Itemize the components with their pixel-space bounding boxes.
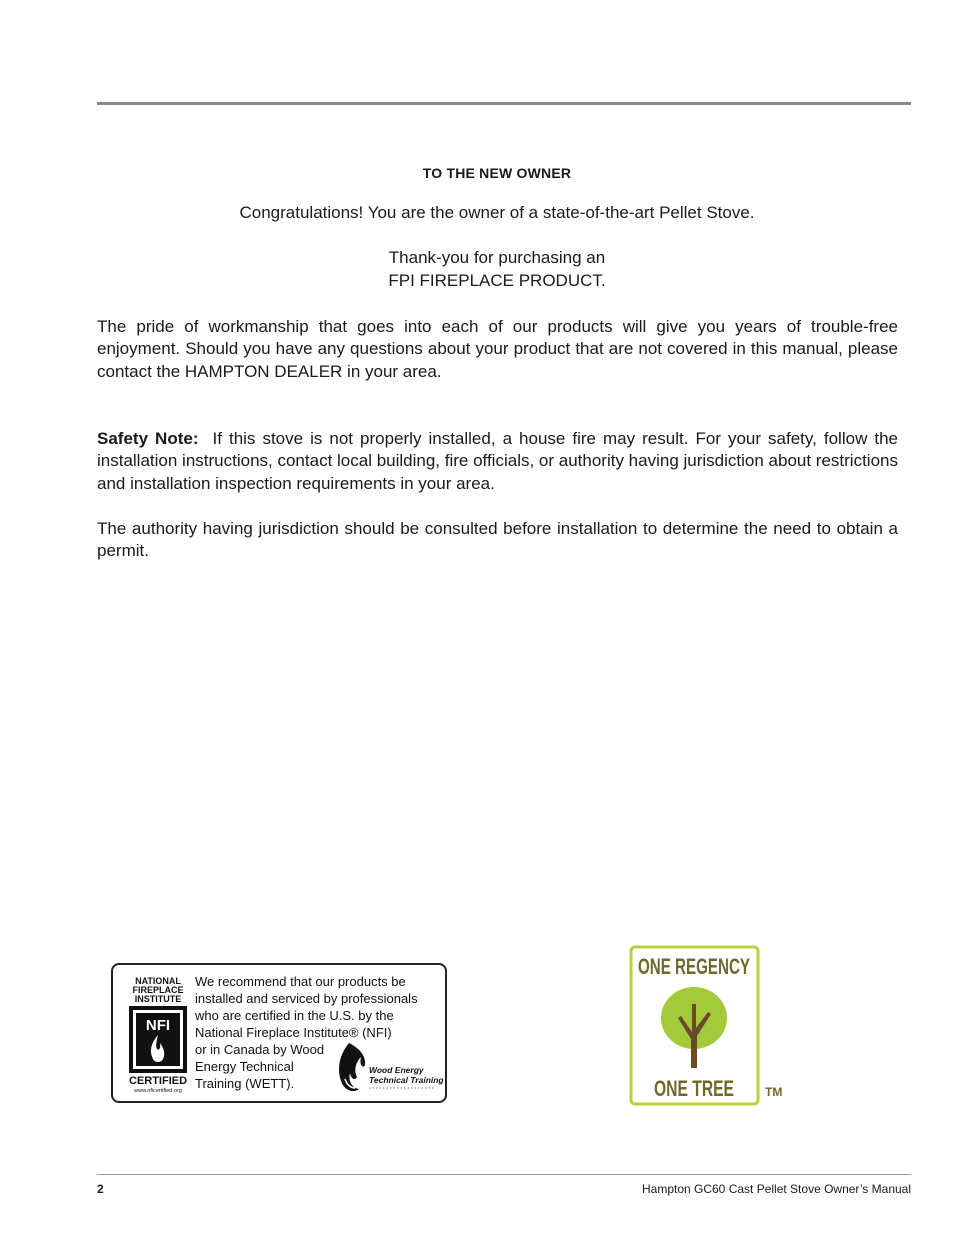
- safety-note-text: If this stove is not properly installed, a house fire may result. For your safety, follow the installation instructions, contact local building, fire officials, or authority having jurisdiction about restrictions and installation inspection requirements in your area.: [97, 429, 898, 493]
- nfi-text-line: or in Canada by Wood: [195, 1042, 325, 1057]
- nfi-text-line: National Fireplace Institute® (NFI): [195, 1025, 392, 1040]
- wett-logo: [335, 1039, 444, 1097]
- footer-rule: [97, 1174, 911, 1175]
- svg-text:NFI: NFI: [145, 1017, 171, 1034]
- nfi-text-line: installed and serviced by professionals: [195, 991, 418, 1006]
- safety-note-paragraph: [97, 428, 898, 495]
- nfi-text-line: Energy Technical: [195, 1059, 294, 1074]
- manual-title: Hampton GC60 Cast Pellet Stove Owner’s Manual: [641, 1182, 911, 1196]
- svg-text:ONE REGENCY: ONE REGENCY: [638, 954, 751, 979]
- svg-text:ONE TREE: ONE TREE: [654, 1076, 734, 1101]
- thanks-line-1: Thank-you for purchasing an: [388, 248, 606, 267]
- nfi-certified-logo: [125, 975, 191, 1095]
- pride-paragraph: The pride of workmanship that goes into each of our products will give you years of trouble-free enjoyment. Should you have any questions about your product that are not covered in this manual, please contact the HAMPTON DEALER in your area.: [97, 317, 898, 381]
- svg-text:INSTITUTE: INSTITUTE: [134, 994, 182, 1004]
- svg-text:Technical Training: Technical Training: [369, 1075, 444, 1085]
- svg-text:NATIONAL: NATIONAL: [135, 976, 181, 986]
- nfi-text-line: We recommend that our products be: [195, 974, 406, 989]
- page-heading: TO THE NEW OWNER: [422, 165, 572, 181]
- safety-note-label: Safety Note:: [97, 429, 199, 448]
- svg-text:Wood Energy: Wood Energy: [369, 1065, 424, 1075]
- svg-text:CERTIFIED: CERTIFIED: [128, 1075, 188, 1087]
- congratulations-line: Congratulations! You are the owner of a state-of-the-art Pellet Stove.: [239, 203, 755, 222]
- nfi-recommendation-box: [111, 963, 447, 1103]
- nfi-text-line: Training (WETT).: [195, 1076, 295, 1091]
- page-number: 2: [97, 1182, 104, 1196]
- svg-text:www.nficertified.org: www.nficertified.org: [134, 1088, 182, 1094]
- svg-text:TM: TM: [765, 1085, 783, 1099]
- one-regency-one-tree-logo: [628, 944, 784, 1108]
- thanks-line-2: FPI FIREPLACE PRODUCT.: [388, 271, 606, 290]
- authority-paragraph: The authority having jurisdiction should be consulted before installation to determine the need to obtain a permit.: [97, 519, 898, 561]
- svg-text:FIREPLACE: FIREPLACE: [132, 985, 184, 995]
- nfi-text-line: who are certified in the U.S. by the: [195, 1008, 394, 1023]
- top-rule: [97, 102, 911, 105]
